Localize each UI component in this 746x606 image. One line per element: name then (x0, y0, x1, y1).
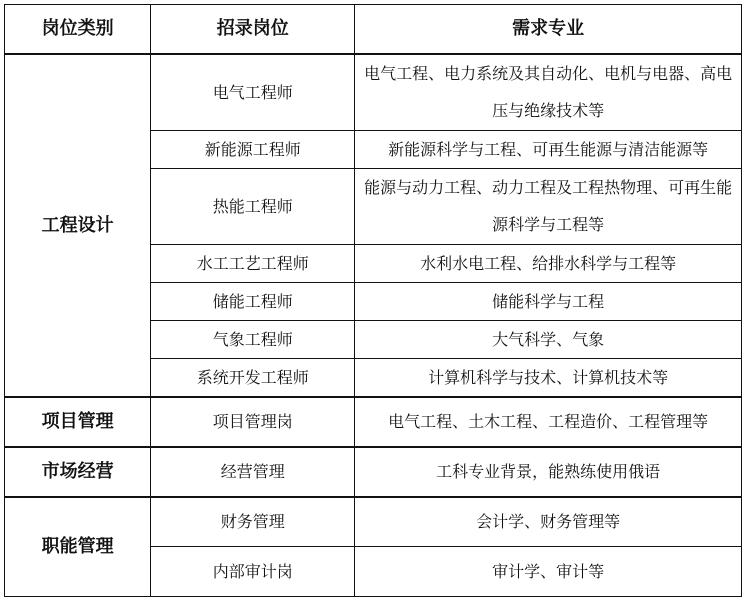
table-row (5, 447, 742, 497)
position-cell: 内部审计岗 (151, 547, 355, 597)
position-cell: 储能工程师 (151, 282, 355, 320)
requirement-cell: 水利水电工程、给排水科学与工程等 (355, 244, 742, 282)
requirement-cell: 会计学、财务管理等 (355, 497, 742, 547)
position-cell: 项目管理岗 (151, 397, 355, 447)
category-cell-project-management: 项目管理 (5, 397, 151, 447)
category-cell-market-operation: 市场经营 (5, 447, 151, 497)
position-cell: 水工工艺工程师 (151, 244, 355, 282)
requirement-cell: 电气工程、电力系统及其自动化、电机与电器、高电压与绝缘技术等 (355, 54, 742, 130)
position-cell: 财务管理 (151, 497, 355, 547)
requirement-cell: 审计学、审计等 (355, 547, 742, 597)
requirement-cell: 能源与动力工程、动力工程及工程热物理、可再生能源科学与工程等 (355, 168, 742, 244)
requirement-cell: 电气工程、土木工程、工程造价、工程管理等 (355, 397, 742, 447)
requirement-cell: 新能源科学与工程、可再生能源与清洁能源等 (355, 130, 742, 168)
header-position: 招录岗位 (151, 5, 355, 55)
recruitment-table (4, 4, 742, 597)
category-cell-functional-management: 职能管理 (5, 497, 151, 597)
position-cell: 新能源工程师 (151, 130, 355, 168)
table-row (5, 54, 742, 130)
position-cell: 气象工程师 (151, 320, 355, 358)
header-category: 岗位类别 (5, 5, 151, 55)
requirement-cell: 计算机科学与技术、计算机技术等 (355, 358, 742, 397)
recruitment-table-container (4, 4, 742, 597)
table-row (5, 497, 742, 547)
position-cell: 热能工程师 (151, 168, 355, 244)
position-cell: 电气工程师 (151, 54, 355, 130)
requirement-cell: 工科专业背景，能熟练使用俄语 (355, 447, 742, 497)
header-requirement: 需求专业 (355, 5, 742, 55)
table-row (5, 397, 742, 447)
position-cell: 系统开发工程师 (151, 358, 355, 397)
requirement-cell: 大气科学、气象 (355, 320, 742, 358)
requirement-cell: 储能科学与工程 (355, 282, 742, 320)
position-cell: 经营管理 (151, 447, 355, 497)
category-cell-engineering-design: 工程设计 (5, 54, 151, 397)
table-header-row (5, 5, 742, 55)
